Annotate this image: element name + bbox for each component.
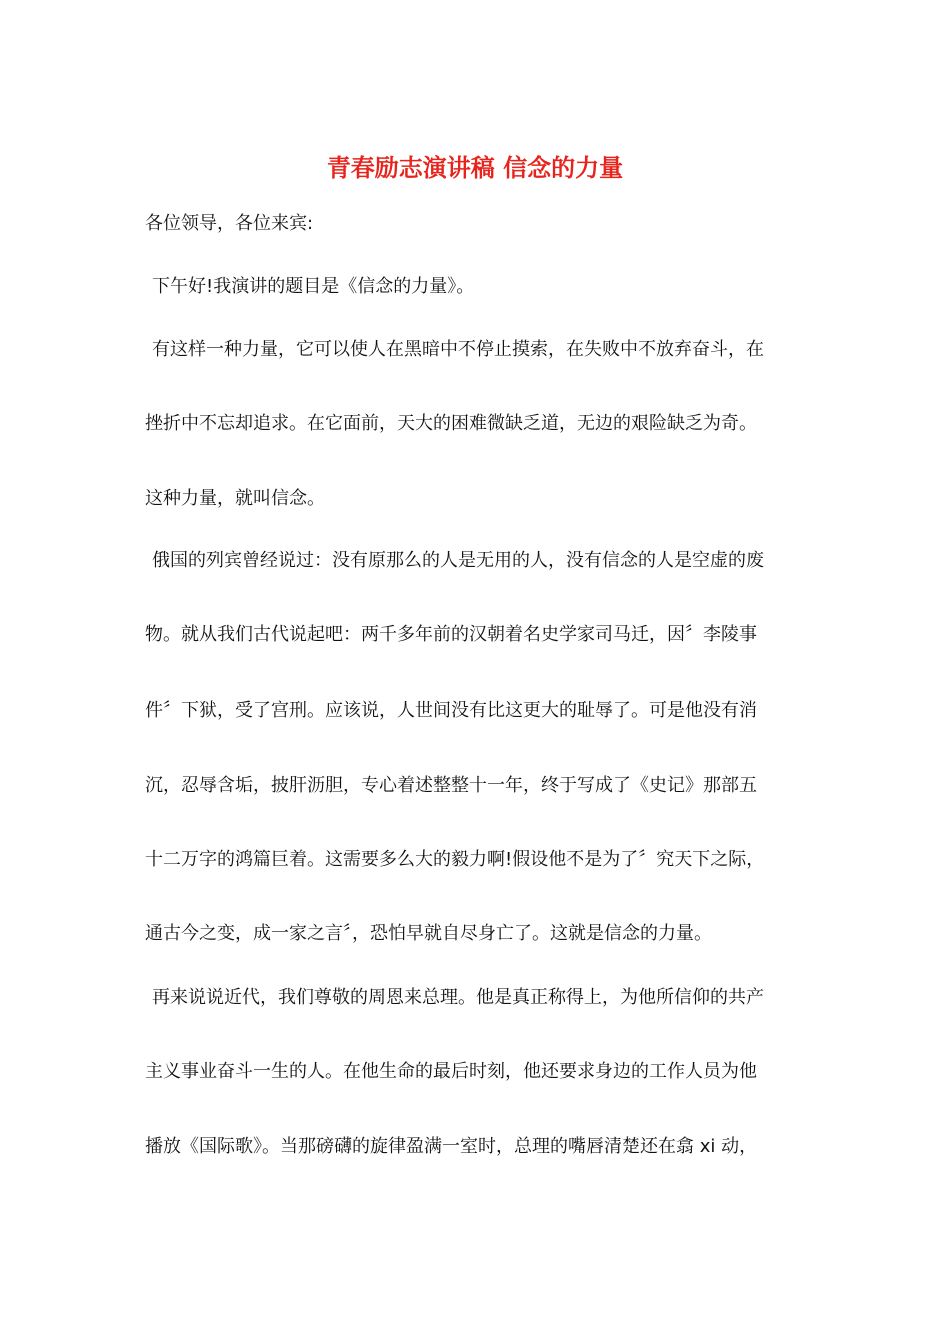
paragraph-line: 件〞下狱，受了宫刑。应该说，人世间没有比这更大的耻辱了。可是他没有消	[145, 700, 757, 721]
paragraph-line: 播放《国际歌》。当那磅礴的旋律盈满一室时，总理的嘴唇清楚还在翕 xi 动，	[145, 1136, 758, 1157]
paragraph-line: 再来说说近代，我们尊敬的周恩来总理。他是真正称得上，为他所信仰的共产	[152, 987, 764, 1008]
paragraph-line: 主义事业奋斗一生的人。在他生命的最后时刻，他还要求身边的工作人员为他	[145, 1061, 757, 1082]
paragraph-line: 这种力量，就叫信念。	[145, 488, 325, 509]
paragraph-line: 下午好!我演讲的题目是《信念的力量》。	[152, 276, 475, 297]
paragraph-line: 十二万字的鸿篇巨着。这需要多么大的毅力啊!假设他不是为了〞究天下之际，	[145, 849, 765, 870]
paragraph-line: 有这样一种力量，它可以使人在黑暗中不停止摸索，在失败中不放弃奋斗，在	[152, 339, 764, 360]
paragraph-line: 沉，忍辱含垢，披肝沥胆，专心着述整整十一年，终于写成了《史记》那部五	[145, 775, 757, 796]
document-title: 青春励志演讲稿 信念的力量	[326, 153, 624, 182]
paragraph-line: 俄国的列宾曾经说过：没有原那么的人是无用的人，没有信念的人是空虚的废	[152, 550, 764, 571]
paragraph-line: 物。就从我们古代说起吧：两千多年前的汉朝着名史学家司马迁，因〞李陵事	[145, 624, 757, 645]
paragraph-line: 挫折中不忘却追求。在它面前，天大的困难微缺乏道，无边的艰险缺乏为奇。	[145, 413, 757, 434]
salutation-line: 各位领导，各位来宾:	[145, 213, 314, 234]
paragraph-line: 通古今之变，成一家之言〞，恐怕早就自尽身亡了。这就是信念的力量。	[145, 923, 712, 944]
